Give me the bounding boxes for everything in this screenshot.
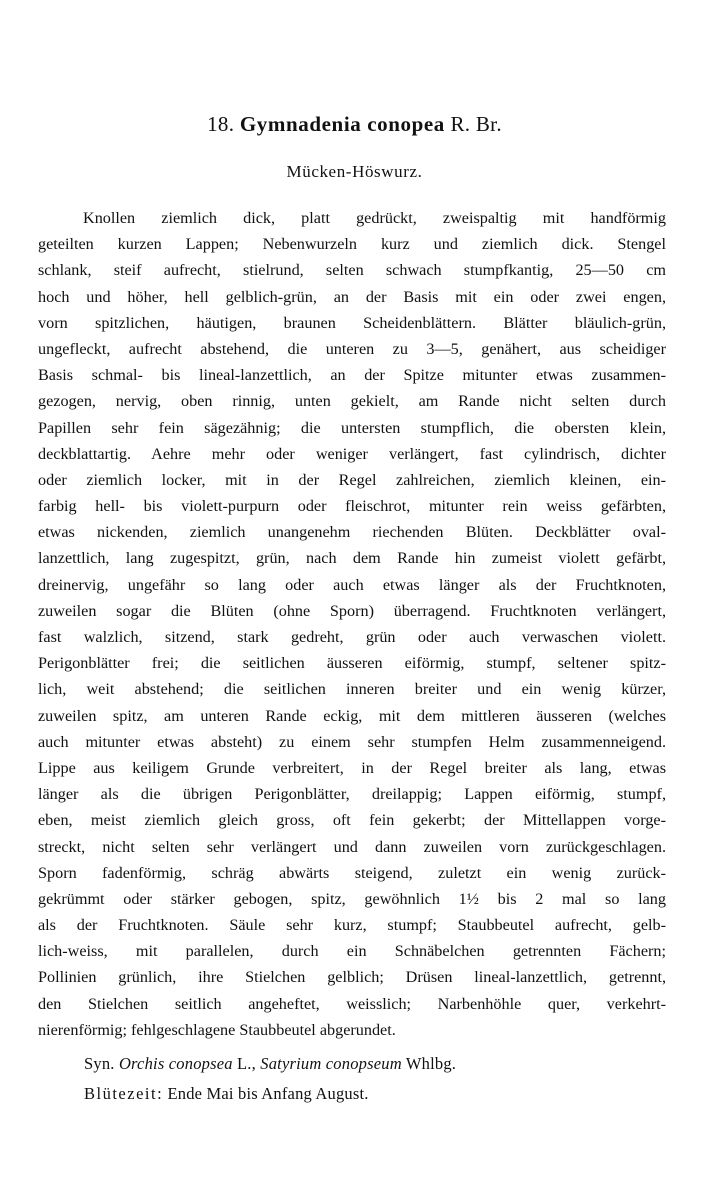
text-line: vorn spitzlichen, häutigen, braunen Scheidenblättern. Blätter bläulich-grün, — [38, 313, 666, 332]
text-line: nierenförmig; fehlgeschlagene Staubbeutel abgerundet. — [38, 1020, 396, 1039]
synonym-name-2: Satyrium conopseum — [260, 1054, 402, 1073]
synonym-line — [84, 1054, 456, 1074]
text-line: gezogen, nervig, oben rinnig, unten gekielt, am Rande nicht selten durch — [38, 392, 666, 411]
species-number: 18. — [207, 112, 235, 136]
text-line: lich, weit abstehend; die seitlichen inneren breiter und ein wenig kürzer, — [38, 680, 666, 699]
text-line: eben, meist ziemlich gleich gross, oft fein gekerbt; der Mittellappen vorge- — [38, 811, 666, 830]
text-line: lich-weiss, mit parallelen, durch ein Schnäbelchen getrennten Fächern; — [38, 942, 666, 961]
text-line: Lippe aus keiligem Grunde verbreitert, in der Regel breiter als lang, etwas — [38, 758, 666, 777]
species-name: Gymnadenia conopea — [239, 112, 445, 136]
text-line: den Stielchen seitlich angeheftet, weisslich; Narbenhöhle quer, verkehrt- — [38, 994, 666, 1013]
text-line: gekrümmt oder stärker gebogen, spitz, gewöhnlich 1½ bis 2 mal so lang — [38, 889, 666, 908]
synonym-name-1: Orchis conopsea — [118, 1054, 233, 1073]
synonym-author-2: Whlbg. — [405, 1054, 457, 1073]
description-paragraph — [38, 205, 666, 1043]
species-author: R. Br. — [450, 112, 502, 136]
text-line: deckblattartig. Aehre mehr oder weniger verlängert, fast cylindrisch, dichter — [38, 444, 666, 463]
text-line: Knollen ziemlich dick, platt gedrückt, zweispaltig mit handförmig — [83, 209, 666, 227]
text-line: dreinervig, ungefähr so lang oder auch etwas länger als der Fruchtknoten, — [38, 575, 666, 594]
text-line: Papillen sehr fein sägezähnig; die untersten stumpflich, die obersten klein, — [38, 418, 666, 437]
text-line: streckt, nicht selten sehr verlängert und dann zuweilen vorn zurückgeschlagen. — [38, 837, 666, 856]
text-line: schlank, steif aufrecht, stielrund, selten schwach stumpfkantig, 25—50 cm — [38, 261, 666, 280]
text-line: ungefleckt, aufrecht abstehend, die unteren zu 3—5, genähert, aus scheidiger — [38, 339, 666, 358]
text-line: geteilten kurzen Lappen; Nebenwurzeln kurz und ziemlich dick. Stengel — [38, 235, 666, 254]
text-line: zuweilen spitz, am unteren Rande eckig, mit dem mittleren äusseren (welches — [38, 706, 666, 725]
text-line: Pollinien grünlich, ihre Stielchen gelblich; Drüsen lineal-lanzettlich, getrennt, — [38, 968, 666, 987]
text-line: als der Fruchtknoten. Säule sehr kurz, stumpf; Staubbeutel aufrecht, gelb- — [38, 916, 666, 935]
text-line: Basis schmal- bis lineal-lanzettlich, an der Spitze mitunter etwas zusammen- — [38, 366, 666, 385]
text-line: zuweilen sogar die Blüten (ohne Sporn) überragend. Fruchtknoten verlängert, — [38, 601, 666, 620]
synonym-label: Syn. — [84, 1054, 115, 1073]
text-line: länger als die übrigen Perigonblätter, dreilappig; Lappen eiförmig, stumpf, — [38, 785, 666, 804]
species-heading — [0, 112, 709, 137]
flowering-label: Blütezeit: — [84, 1084, 164, 1103]
text-line: oder ziemlich locker, mit in der Regel zahlreichen, ziemlich kleinen, ein- — [38, 470, 666, 489]
text-line: Sporn fadenförmig, schräg abwärts steigend, zuletzt ein wenig zurück- — [38, 863, 666, 882]
common-name: Mücken-Höswurz. — [286, 162, 423, 181]
flowering-text: Ende Mai bis Anfang August. — [167, 1084, 369, 1103]
synonym-author-1: L., — [237, 1054, 256, 1073]
text-line: lanzettlich, lang zugespitzt, grün, nach dem Rande hin zumeist violett gefärbt, — [38, 549, 666, 568]
text-line: auch mitunter etwas absteht) zu einem sehr stumpfen Helm zusammenneigend. — [38, 732, 666, 751]
text-line: Perigonblätter frei; die seitlichen äusseren eiförmig, stumpf, seltener spitz- — [38, 654, 666, 673]
text-line: farbig hell- bis violett-purpurn oder fleischrot, mitunter rein weiss gefärbten, — [38, 497, 666, 516]
text-line: hoch und höher, hell gelblich-grün, an der Basis mit ein oder zwei engen, — [38, 287, 666, 306]
text-line: etwas nickenden, ziemlich unangenehm riechenden Blüten. Deckblätter oval- — [38, 523, 666, 542]
text-line: fast walzlich, sitzend, stark gedreht, grün oder auch verwaschen violett. — [38, 628, 666, 646]
flowering-time-line — [84, 1084, 369, 1104]
